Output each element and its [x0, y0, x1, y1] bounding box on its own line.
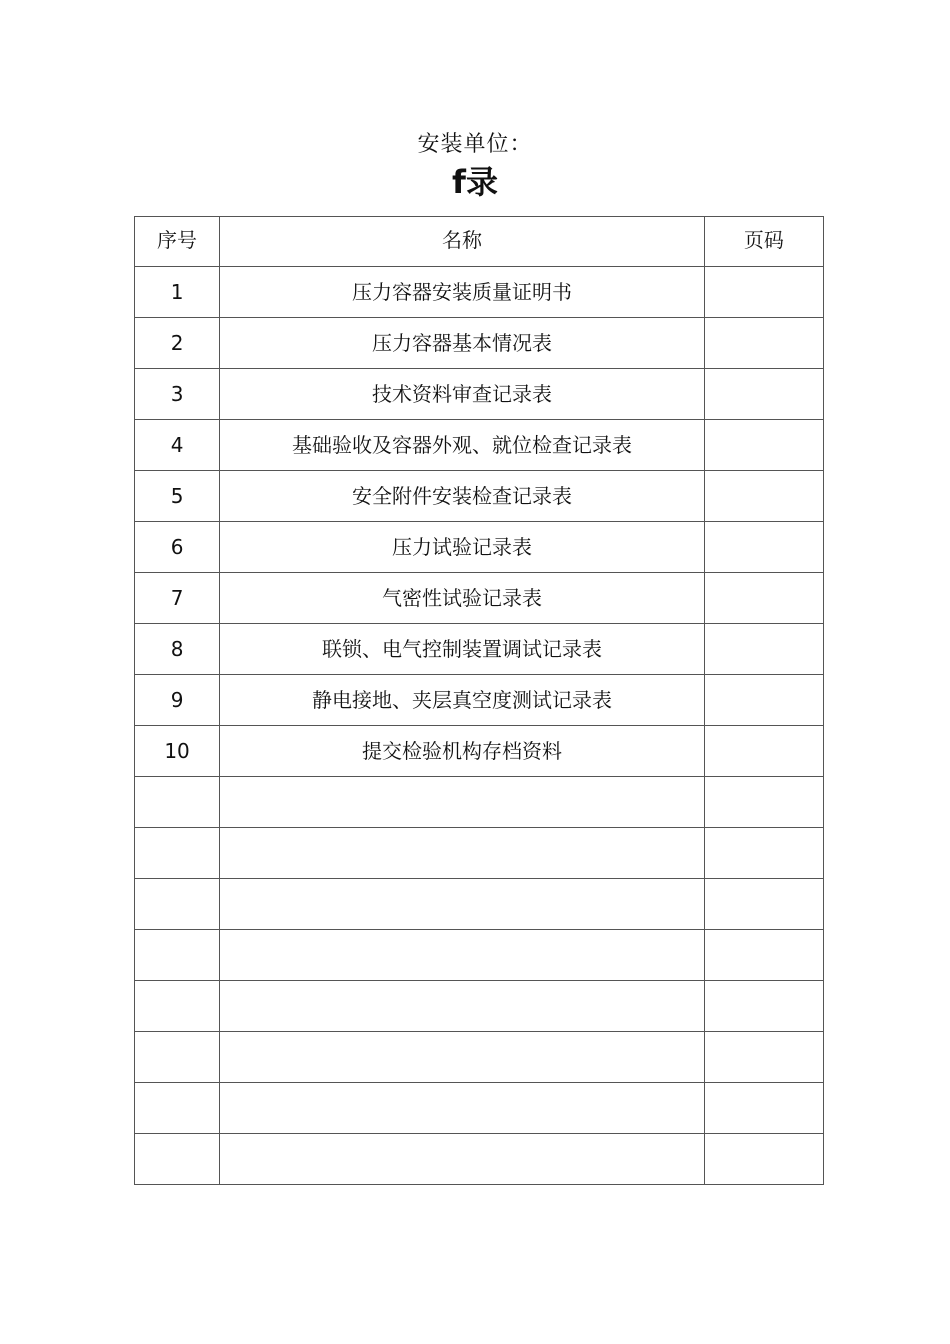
cell-no: 3: [135, 369, 220, 420]
cell-name: 压力容器安装质量证明书: [220, 267, 705, 318]
cell-name: 气密性试验记录表: [220, 573, 705, 624]
contents-table: [134, 216, 824, 1185]
column-header-page: 页码: [704, 217, 823, 267]
cell-no: [135, 777, 220, 828]
cell-no: 9: [135, 675, 220, 726]
contents-table-body: [135, 217, 824, 1185]
cell-name: [220, 1134, 705, 1185]
cell-page: [704, 1083, 823, 1134]
table-row: [135, 522, 824, 573]
cell-page: [704, 471, 823, 522]
table-row: [135, 267, 824, 318]
cell-no: [135, 930, 220, 981]
cell-no: [135, 1083, 220, 1134]
cell-page: [704, 828, 823, 879]
cell-no: 1: [135, 267, 220, 318]
cell-no: 4: [135, 420, 220, 471]
table-row: [135, 1032, 824, 1083]
cell-no: [135, 981, 220, 1032]
cell-page: [704, 1032, 823, 1083]
cell-name: [220, 879, 705, 930]
table-row: [135, 930, 824, 981]
cell-page: [704, 420, 823, 471]
cell-page: [704, 777, 823, 828]
cell-no: [135, 1134, 220, 1185]
cell-name: 基础验收及容器外观、就位检查记录表: [220, 420, 705, 471]
cell-page: [704, 981, 823, 1032]
cell-name: 安全附件安装检查记录表: [220, 471, 705, 522]
cell-page: [704, 1134, 823, 1185]
cell-page: [704, 624, 823, 675]
table-header-row: [135, 217, 824, 267]
cell-page: [704, 930, 823, 981]
cell-no: 8: [135, 624, 220, 675]
cell-no: 6: [135, 522, 220, 573]
cell-page: [704, 522, 823, 573]
cell-name: 静电接地、夹层真空度测试记录表: [220, 675, 705, 726]
table-row: [135, 573, 824, 624]
cell-page: [704, 318, 823, 369]
cell-name: [220, 828, 705, 879]
table-row: [135, 420, 824, 471]
table-row: [135, 879, 824, 930]
table-row: [135, 471, 824, 522]
table-row: [135, 624, 824, 675]
cell-name: [220, 1032, 705, 1083]
cell-page: [704, 675, 823, 726]
table-row: [135, 777, 824, 828]
cell-no: 5: [135, 471, 220, 522]
table-row: [135, 981, 824, 1032]
table-row: [135, 318, 824, 369]
cell-name: 技术资料审查记录表: [220, 369, 705, 420]
cell-name: [220, 1083, 705, 1134]
table-row: [135, 1083, 824, 1134]
cell-no: 7: [135, 573, 220, 624]
cell-name: [220, 981, 705, 1032]
page-title: f录: [452, 163, 498, 201]
cell-page: [704, 726, 823, 777]
cell-no: 2: [135, 318, 220, 369]
table-row: [135, 726, 824, 777]
table-row: [135, 675, 824, 726]
column-header-no: 序号: [135, 217, 220, 267]
cell-page: [704, 267, 823, 318]
table-row: [135, 369, 824, 420]
cell-no: [135, 879, 220, 930]
cell-name: [220, 930, 705, 981]
cell-name: 提交检验机构存档资料: [220, 726, 705, 777]
cell-no: 10: [135, 726, 220, 777]
table-row: [135, 1134, 824, 1185]
cell-name: 压力容器基本情况表: [220, 318, 705, 369]
column-header-name: 名称: [220, 217, 705, 267]
cell-no: [135, 828, 220, 879]
cell-name: 压力试验记录表: [220, 522, 705, 573]
install-unit-label: 安装单位：: [417, 132, 533, 157]
table-row: [135, 828, 824, 879]
cell-page: [704, 573, 823, 624]
cell-page: [704, 879, 823, 930]
cell-name: [220, 777, 705, 828]
cell-no: [135, 1032, 220, 1083]
cell-page: [704, 369, 823, 420]
cell-name: 联锁、电气控制装置调试记录表: [220, 624, 705, 675]
